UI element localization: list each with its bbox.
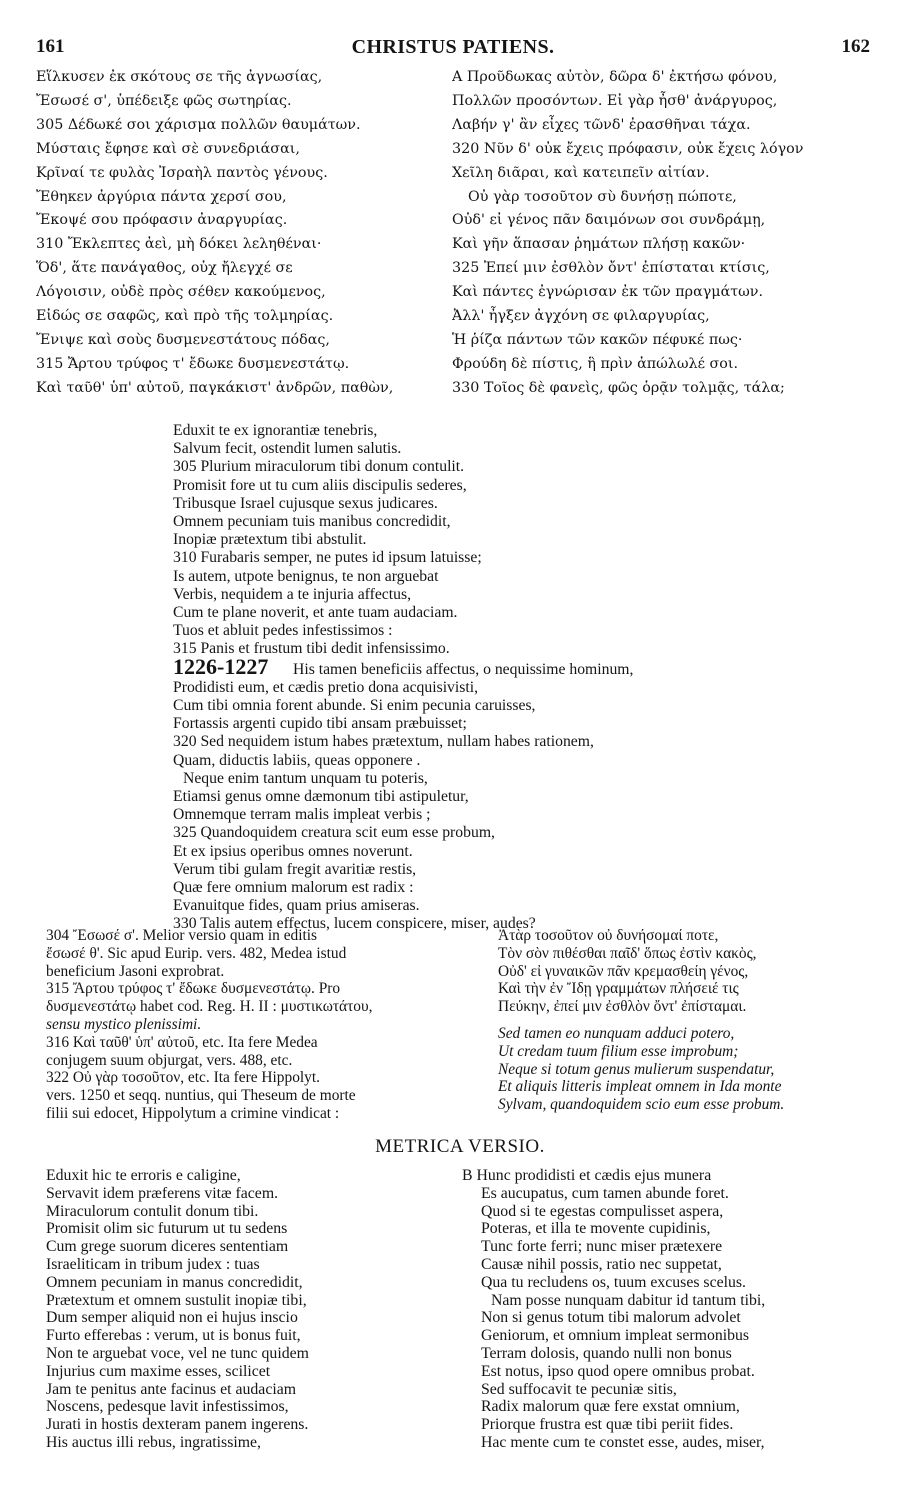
- metrica-line: Israeliticam in tribum judex : tuas: [46, 1255, 260, 1273]
- metrica-line: Tunc forte ferri; nunc miser prætexere: [481, 1238, 723, 1256]
- running-head: [36, 36, 870, 58]
- metrica-line: Omnem pecuniam in manus concredidit,: [46, 1273, 303, 1291]
- metrica-line: Jurati in hostis dexteram panem ingerens.: [46, 1416, 309, 1434]
- translation-line: 310 Furabaris semper, ne putes id ipsum latuisse;: [173, 549, 482, 567]
- metrica-line: Eduxit hic te erroris e caligine,: [46, 1167, 241, 1184]
- verse-line: Ἔθηκεν ἀργύρια πάντα χερσί σου,: [36, 188, 287, 205]
- metrica-line: Priorque frustra est quæ tibi periit fides.: [481, 1416, 734, 1434]
- metrica-line: Servavit idem præferens vitæ facem.: [46, 1184, 279, 1202]
- translation-line: Cum te plane noverit, et ante tuam audaciam.: [173, 604, 458, 622]
- verse-line: Ἔσωσέ σ', ὑπέδειξε φῶς σωτηρίας.: [36, 92, 292, 109]
- verse-line: Φρούδη δὲ πίστις, ἣ πρὶν ἀπώλωλέ σοι.: [452, 355, 739, 372]
- verse-line: 310 Ἔκλεπτες ἀεὶ, μὴ δόκει λεληθέναι·: [36, 236, 322, 253]
- page-number-right: 162: [841, 36, 870, 57]
- quoted-greek-line: Καὶ τὴν ἐν Ἴδῃ γραμμάτων πλήσειέ τις: [498, 980, 739, 998]
- translation-line: 305 Plurium miraculorum tibi donum contulit.: [173, 458, 465, 476]
- translation-line: Verbis, nequidem a te injuria affectus,: [173, 585, 411, 603]
- verse-line: Ἔνιψε καὶ σοὺς δυσμενεστάτους πόδας,: [36, 331, 330, 348]
- quoted-latin-line: Ut credam tuum filium esse improbum;: [498, 1042, 739, 1060]
- metrica-line: Qua tu recludens os, tuum excuses scelus.: [481, 1273, 746, 1291]
- verse-line: Λόγοισιν, οὐδὲ πρὸς σέθεν κακούμενος,: [36, 284, 326, 301]
- translation-line: Cum tibi omnia forent abunde. Si enim pecunia caruisses,: [173, 697, 536, 715]
- footnote-line: 316 Καὶ ταῦθ' ὑπ' αὐτοῦ, etc. Ita fere Medea: [46, 1033, 318, 1051]
- verse-line: 305 Δέδωκέ σοι χάρισμα πολλῶν θαυμάτων.: [36, 116, 361, 133]
- translation-line: Salvum fecit, ostendit lumen salutis.: [173, 440, 402, 458]
- greek-verses-left: [36, 66, 446, 401]
- metrica-line: Non si genus totum tibi malorum advolet: [481, 1309, 741, 1327]
- translation-line: Omnemque terram malis impleat verbis ;: [173, 806, 431, 824]
- metrica-line: Cum grege suorum diceres sententiam: [46, 1238, 289, 1256]
- quoted-greek-line: Τὸν σὸν πιθέσθαι παῖδ' ὅπως ἐστὶν κακὸς,: [498, 944, 757, 962]
- section-heading: METRICA VERSIO.: [375, 1136, 545, 1157]
- translation-line: Quæ fere omnium malorum est radix :: [173, 879, 414, 897]
- metrica-line: Non te arguebat voce, vel ne tunc quidem: [46, 1344, 309, 1362]
- footnote-line: beneficium Jasoni exprobrat.: [46, 962, 225, 980]
- quoted-latin-line: Sylvam, quandoquidem scio eum esse probum.: [498, 1096, 785, 1114]
- translation-line: Neque enim tantum unquam tu poteris,: [183, 769, 428, 787]
- page-number-left: 161: [36, 36, 65, 57]
- translation-line: His tamen beneficiis affectus, o nequissime hominum,: [293, 660, 634, 678]
- metrica-line: Poteras, et illa te movente cupidinis,: [481, 1220, 711, 1238]
- footnote-line: sensu mystico plenissimi.: [46, 1015, 202, 1033]
- verse-line: Πολλῶν προσόντων. Εἰ γὰρ ἦσθ' ἀνάργυρος,: [452, 92, 778, 109]
- footnote-line: vers. 1250 et seqq. nuntius, qui Theseum de morte: [46, 1087, 356, 1105]
- verse-line: Εἰδώς σε σαφῶς, καὶ πρὸ τῆς τολμηρίας.: [36, 308, 334, 325]
- metrica-line: Noscens, pedesque lavit infestissimos,: [46, 1398, 289, 1416]
- verse-line: Καὶ γῆν ἅπασαν ῥημάτων πλήσῃ κακῶν·: [452, 236, 746, 253]
- verse-line: Καὶ ταῦθ' ὑπ' αὐτοῦ, παγκάκιστ' ἀνδρῶν, παθὼν,: [36, 379, 394, 396]
- quoted-latin-line: Sed tamen eo nunquam adduci potero,: [498, 1024, 735, 1042]
- metrica-line: Sed suffocavit te pecuniæ sitis,: [481, 1380, 677, 1398]
- metrica-line: Jam te penitus ante facinus et audaciam: [46, 1380, 297, 1398]
- quoted-latin-line: Et aliquis litteris impleat omnem in Ida monte: [498, 1078, 782, 1096]
- translation-line: 325 Quandoquidem creatura scit eum esse probum,: [173, 824, 495, 842]
- metrica-line: Es aucupatus, cum tamen abunde foret.: [481, 1184, 729, 1202]
- footnote-line: filii sui edocet, Hippolytum a crimine vindicat :: [46, 1104, 340, 1122]
- translation-line: Etiamsi genus omne dæmonum tibi astipuletur,: [173, 788, 469, 806]
- translation-line: Tribusque Israel cujusque sexus judicares.: [173, 494, 438, 512]
- translation-line: 330 Talis autem effectus, lucem conspicere, miser, audes?: [173, 915, 536, 933]
- verse-line: 330 Τοῖος δὲ φανεὶς, φῶς ὁρᾷν τολμᾷς, τάλα;: [452, 379, 785, 396]
- translation-line: Omnem pecuniam tuis manibus concredidit,: [173, 513, 451, 531]
- metrica-line: Nam posse nunquam dabitur id tantum tibi,: [491, 1291, 766, 1309]
- translation-line: 320 Sed nequidem istum habes prætextum, nullam habes rationem,: [173, 733, 594, 751]
- verse-line: A Προῦδωκας αὐτὸν, δῶρα δ' ἐκτήσω φόνου,: [452, 69, 778, 85]
- translation-line: Inopiæ prætextum tibi abstulit.: [173, 531, 367, 549]
- translation-line: Prodidisti eum, et cædis pretio dona acquisivisti,: [173, 678, 479, 696]
- footnote-line: 315 Ἄρτου τρύφος τ' ἔδωκε δυσμενεστάτῳ. Pro: [46, 980, 341, 998]
- verse-line: Εἵλκυσεν ἐκ σκότους σε τῆς ἀγνωσίας,: [36, 69, 323, 85]
- metrica-line: Promisit olim sic futurum ut tu sedens: [46, 1220, 288, 1238]
- quoted-greek-line: Ἀτὰρ τοσοῦτον οὐ δυνήσομαί ποτε,: [498, 927, 719, 944]
- footnote-line: 304 Ἔσωσέ σ'. Melior versio quam in editis: [46, 927, 318, 944]
- metrica-line: Hac mente cum te constet esse, audes, miser,: [481, 1433, 765, 1451]
- translation-line: Evanuitque fides, quam prius amiseras.: [173, 897, 420, 915]
- metrica-line: Terram dolosis, quando nulli non bonus: [481, 1344, 732, 1362]
- translation-line: Fortassis argenti cupido tibi ansam præbuisset;: [173, 715, 467, 733]
- translation-line: Eduxit te ex ignorantiæ tenebris,: [173, 422, 378, 439]
- latin-translation: [173, 422, 863, 934]
- quoted-greek-line: Πεύκην, ἐπεί μιν ἐσθλὸν ὄντ' ἐπίσταμαι.: [498, 998, 747, 1016]
- footnote-line: conjugem suum objurgat, vers. 488, etc.: [46, 1051, 293, 1069]
- metrica-left: [46, 1167, 456, 1452]
- metrica-right: [462, 1167, 882, 1452]
- footnote-line: ἔσωσέ θ'. Sic apud Eurip. vers. 482, Medea istud: [46, 944, 347, 962]
- verse-line: Λαβήν γ' ἂν εἶχες τῶνδ' ἐρασθῆναι τάχα.: [452, 116, 751, 133]
- metrica-line: Furto efferebas : verum, ut is bonus fuit,: [46, 1327, 301, 1345]
- verse-line: 315 Ἄρτου τρύφος τ' ἔδωκε δυσμενεστάτῳ.: [36, 355, 350, 372]
- footnotes-left: [46, 927, 466, 1123]
- metrica-line: Causæ nihil possis, ratio nec suppetat,: [481, 1255, 722, 1273]
- verse-line: Οὐ γὰρ τοσοῦτον σὺ δυνήσῃ πώποτε,: [468, 188, 737, 205]
- verse-line: Ἡ ῥίζα πάντων τῶν κακῶν πέφυκέ πως·: [452, 331, 743, 348]
- verse-line: Καὶ πάντες ἐγνώρισαν ἐκ τῶν πραγμάτων.: [452, 284, 764, 301]
- verse-line: Μύσταις ἔφησε καὶ σὲ συνεδριάσαι,: [36, 140, 300, 157]
- verse-line: Ἔκοψέ σου πρόφασιν ἀναργυρίας.: [36, 212, 288, 229]
- quoted-latin-line: Neque si totum genus mulierum suspendatur,: [498, 1060, 775, 1078]
- quoted-greek-line: Οὐδ' εἰ γυναικῶν πᾶν κρεμασθείη γένος,: [498, 962, 749, 980]
- metrica-line: Injurius cum maxime esses, scilicet: [46, 1362, 271, 1380]
- translation-line: Verum tibi gulam fregit avaritiæ restis,: [173, 860, 417, 878]
- translation-line: Tuos et abluit pedes infestissimos :: [173, 622, 393, 640]
- footnote-line: 322 Οὐ γὰρ τοσοῦτον, etc. Ita fere Hippolyt.: [46, 1069, 320, 1087]
- translation-line: Promisit fore ut tu cum aliis discipulis sederes,: [173, 476, 467, 494]
- translation-line: 315 Panis et frustum tibi dedit infensissimo.: [173, 640, 450, 658]
- metrica-line: His auctus illi rebus, ingratissime,: [46, 1433, 261, 1451]
- spacer: [498, 1016, 878, 1025]
- metrica-line: Miraculorum contulit donum tibi.: [46, 1202, 259, 1220]
- metrica-line: Geniorum, et omnium impleat sermonibus: [481, 1327, 750, 1345]
- translation-line-marked: [173, 659, 863, 679]
- footnote-line: δυσμενεστάτῳ habet cod. Reg. H. II : μυστικωτάτου,: [46, 998, 373, 1016]
- verse-line: 320 Νῦν δ' οὐκ ἔχεις πρόφασιν, οὐκ ἔχεις λόγον: [452, 140, 804, 157]
- page-title: CHRISTUS PATIENS.: [351, 36, 555, 58]
- footnotes-right: [498, 927, 878, 1114]
- translation-line: Et ex ipsius operibus omnes noverunt.: [173, 842, 413, 860]
- verse-line: Κρῖναί τε φυλὰς Ἰσραὴλ παντὸς γένους.: [36, 164, 328, 181]
- greek-verses-right: [452, 66, 882, 401]
- column-marker: 1226-1227: [173, 658, 269, 679]
- metrica-line: B Hunc prodidisti et cædis ejus munera: [462, 1167, 712, 1184]
- metrica-line: Quod si te egestas compulisset aspera,: [481, 1202, 724, 1220]
- verse-line: Ἀλλ' ἦγξεν ἀγχόνη σε φιλαργυρίας,: [452, 308, 710, 325]
- metrica-line: Prætextum et omnem sustulit inopiæ tibi,: [46, 1291, 307, 1309]
- translation-line: Is autem, utpote benignus, te non arguebat: [173, 567, 439, 585]
- verse-line: Ὅδ', ἅτε πανάγαθος, οὐχ ἤλεγχέ σε: [36, 260, 293, 277]
- verse-line: 325 Ἐπεί μιν ἐσθλὸν ὄντ' ἐπίσταται κτίσις,: [452, 260, 770, 277]
- metrica-line: Est notus, ipso quod opere omnibus probat.: [481, 1362, 755, 1380]
- verse-line: Χεῖλη διᾶραι, καὶ κατειπεῖν αἰτίαν.: [452, 164, 710, 181]
- metrica-line: Dum semper aliquid non ei hujus inscio: [46, 1309, 298, 1327]
- metrica-line: Radix malorum quæ fere exstat omnium,: [481, 1398, 740, 1416]
- translation-line: Quam, diductis labiis, queas opponere .: [173, 751, 421, 769]
- verse-line: Οὐδ' εἰ γένος πᾶν δαιμόνων σοι συνδράμῃ,: [452, 212, 766, 229]
